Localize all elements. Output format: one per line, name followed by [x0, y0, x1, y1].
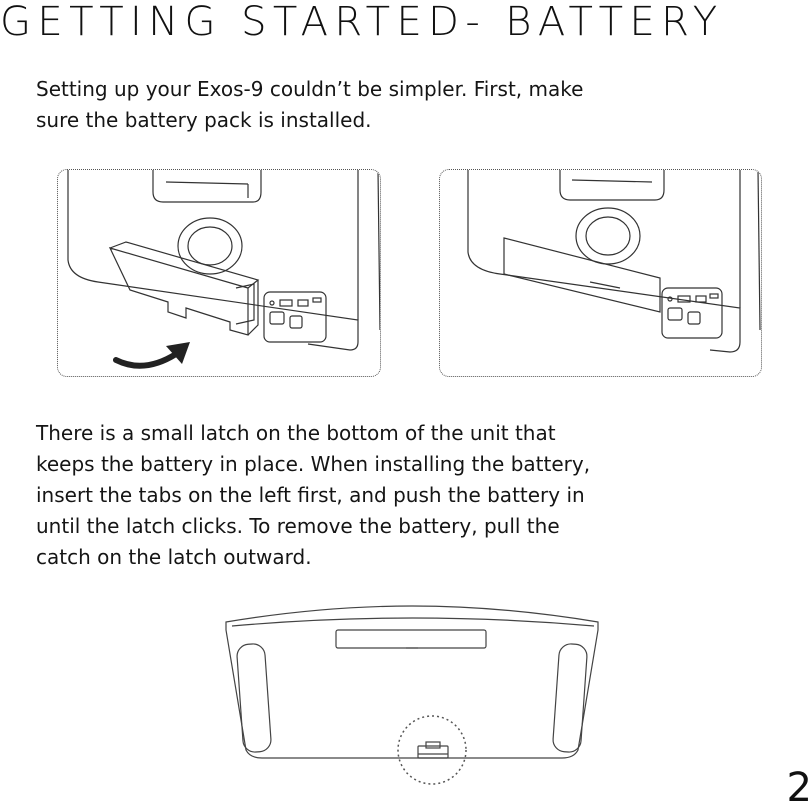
- intro-line: sure the battery pack is installed.: [36, 108, 372, 132]
- instructions-paragraph: [36, 418, 696, 573]
- battery-installed-illustration: [439, 169, 762, 377]
- battery-installed-drawing: [440, 170, 761, 376]
- intro-line: Setting up your Exos-9 couldn’t be simpler. First, make: [36, 77, 584, 101]
- page-number: 2: [786, 765, 812, 811]
- page-title: GETTING STARTED- BATTERY: [0, 0, 724, 45]
- instructions-line: There is a small latch on the bottom of the unit that: [36, 421, 556, 445]
- intro-paragraph: [36, 74, 696, 136]
- unit-bottom-illustration: [222, 600, 604, 790]
- instructions-line: insert the tabs on the left first, and push the battery in: [36, 483, 585, 507]
- instructions-line: catch on the latch outward.: [36, 545, 312, 569]
- battery-open-illustration: [57, 169, 381, 377]
- instructions-line: keeps the battery in place. When installing the battery,: [36, 452, 591, 476]
- unit-bottom-drawing: [222, 600, 604, 790]
- instructions-line: until the latch clicks. To remove the battery, pull the: [36, 514, 560, 538]
- battery-open-drawing: [58, 170, 380, 376]
